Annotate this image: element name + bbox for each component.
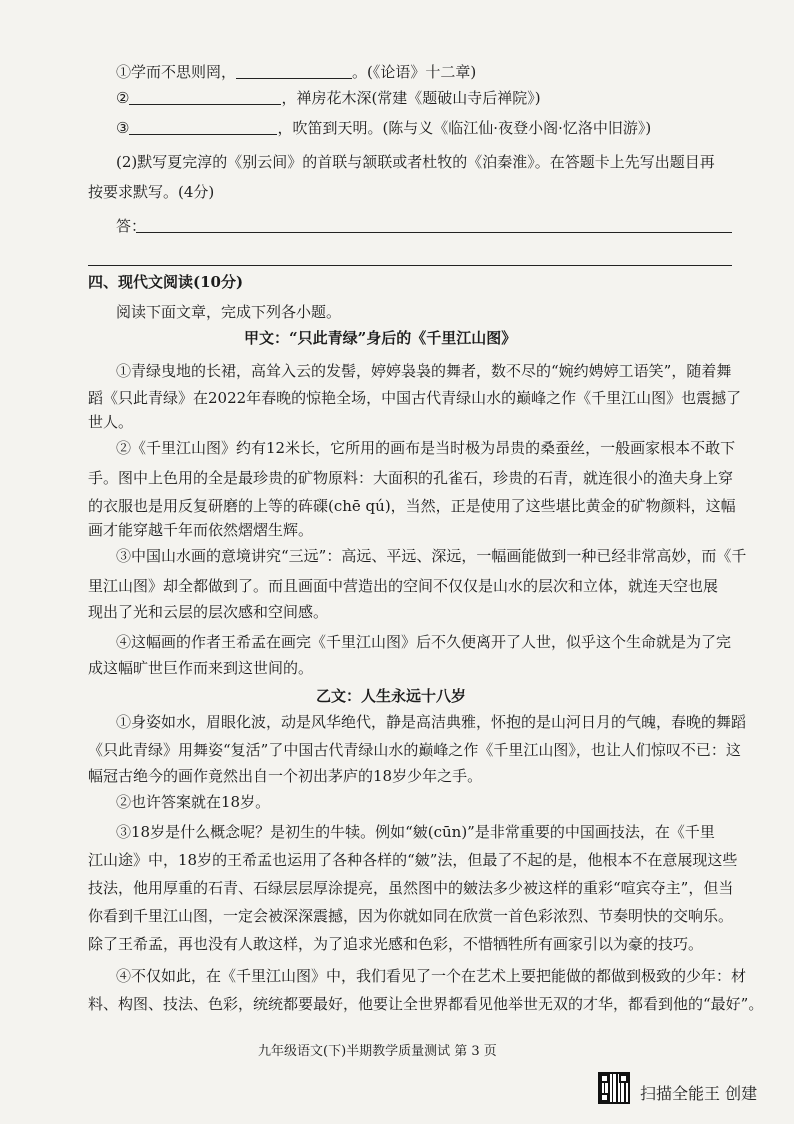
passage-a-line: 里江山图》却全都做到了。而且画面中营造出的空间不仅仅是山水的层次和立体，就连天空也展 — [88, 577, 719, 595]
answer-blank-2 — [129, 88, 281, 105]
passage-b-line: ①身姿如水，眉眼化波，动是风华绝代，静是高洁典雅，怀抱的是山河日月的气魄，春晚的舞蹈 — [116, 713, 747, 731]
passage-b-line: ③18岁是什么概念呢？是初生的牛犊。例如“皴(cūn)”是非常重要的中国画技法，在《千里 — [116, 823, 715, 841]
passage-b-line: 《只此青绿》用舞姿“复活”了中国古代青绿山水的巅峰之作《千里江山图》，也让人们惊叹不已：这 — [88, 741, 741, 759]
fill-line-3-suffix: ，吹笛到天明。(陈与义《临江仙·夜登小阁·忆洛中旧游》) — [277, 119, 652, 137]
section-instruction: 阅读下面文章，完成下列各小题。 — [116, 303, 342, 321]
passage-a-line: 世人。 — [88, 413, 134, 431]
passage-a-line: ①青绿曳地的长裙，高耸入云的发髻，婷婷袅袅的舞者，数不尽的“婉约娉婷工语笑”，随着舞 — [116, 362, 732, 380]
passage-a-line: 蹈《只此青绿》在2022年春晚的惊艳全场，中国古代青绿山水的巅峰之作《千里江山图》也震撼了 — [88, 389, 742, 407]
fill-line-3 — [116, 118, 651, 138]
passage-b-line: 江山途》中，18岁的王希孟也运用了各种各样的“皴”法，但最了不起的是，他根本不在意展现这些 — [88, 851, 738, 869]
passage-b-line: 除了王希孟，再也没有人敢这样，为了追求光感和色彩，不惜牺牲所有画家引以为豪的技巧。 — [88, 935, 704, 953]
passage-a-line: ③中国山水画的意境讲究“三远”：高远、平远、深远，一幅画能做到一种已经非常高妙，而《千 — [116, 547, 747, 565]
passage-a-line: 现出了光和云层的层次感和空间感。 — [88, 603, 329, 621]
fill-line-2-prefix: ② — [116, 89, 130, 107]
answer-line-2 — [88, 265, 732, 266]
fill-line-3-prefix: ③ — [116, 119, 130, 137]
passage-b-line: 你看到千里江山图，一定会被深深震撼，因为你就如同在欣赏一首色彩浓烈、节奏明快的交响乐。 — [88, 907, 734, 925]
fill-line-2 — [116, 88, 541, 108]
question-2-line-1: (2)默写夏完淳的《别云间》的首联与颔联或者杜牧的《泊秦淮》。在答题卡上先写出题目再 — [116, 153, 715, 171]
fill-line-1 — [116, 62, 476, 82]
answer-blank-1 — [236, 62, 352, 79]
qr-code-icon — [598, 1072, 630, 1104]
question-2-line-2: 按要求默写。(4分) — [88, 183, 215, 201]
passage-b-line: 技法，他用厚重的石青、石绿层层厚涂提亮，虽然图中的皴法多少被这样的重彩“喧宾夺主”，但当 — [88, 879, 734, 897]
passage-a-line: ④这幅画的作者王希孟在画完《千里江山图》后不久便离开了人世，似乎这个生命就是为了完 — [116, 633, 732, 651]
passage-a-line: 的衣服也是用反复研磨的上等的砗磲(chē qú)，当然，正是使用了这些堪比黄金的矿物颜料，这幅 — [88, 497, 736, 515]
passage-b-title: 乙文：人生永远十八岁 — [316, 687, 467, 705]
scanner-watermark: 扫描全能王 创建 — [640, 1084, 758, 1103]
passage-a-line: 画才能穿越千年而依然熠熠生辉。 — [88, 521, 314, 539]
fill-line-1-prefix: ①学而不思则罔， — [116, 63, 237, 81]
passage-a-line: 手。图中上色用的全是最珍贵的矿物原料：大面积的孔雀石，珍贵的石青，就连很小的渔夫身上穿 — [88, 469, 734, 487]
fill-line-2-suffix: ，禅房花木深(常建《题破山寺后禅院》) — [281, 89, 541, 107]
passage-b-line: ④不仅如此，在《千里江山图》中，我们看见了一个在艺术上要把能做的都做到极致的少年：材 — [116, 967, 747, 985]
answer-blank-3 — [129, 118, 277, 135]
passage-b-line: 料、构图、技法、色彩，统统都要最好，他要让全世界都看见他举世无双的才华，都看到他的“最好”。 — [88, 995, 764, 1013]
fill-line-1-suffix: 。(《论语》十二章) — [352, 63, 477, 81]
passage-b-line: 幅冠古绝今的画作竟然出自一个初出茅庐的18岁少年之手。 — [88, 767, 483, 785]
passage-a-line: ②《千里江山图》约有12米长，它所用的画布是当时极为昂贵的桑蚕丝，一般画家根本不敢下 — [116, 439, 736, 457]
exam-footer-title: 九年级语文(下)半期教学质量测试 第 3 页 — [258, 1044, 497, 1059]
section-heading: 四、现代文阅读(10分) — [88, 273, 244, 291]
answer-line-1 — [136, 232, 732, 233]
passage-b-line: ②也许答案就在18岁。 — [116, 793, 271, 811]
passage-a-title: 甲文：“只此青绿”身后的《千里江山图》 — [244, 329, 517, 347]
answer-label: 答： — [116, 217, 147, 235]
passage-a-line: 成这幅旷世巨作而来到这世间的。 — [88, 659, 314, 677]
